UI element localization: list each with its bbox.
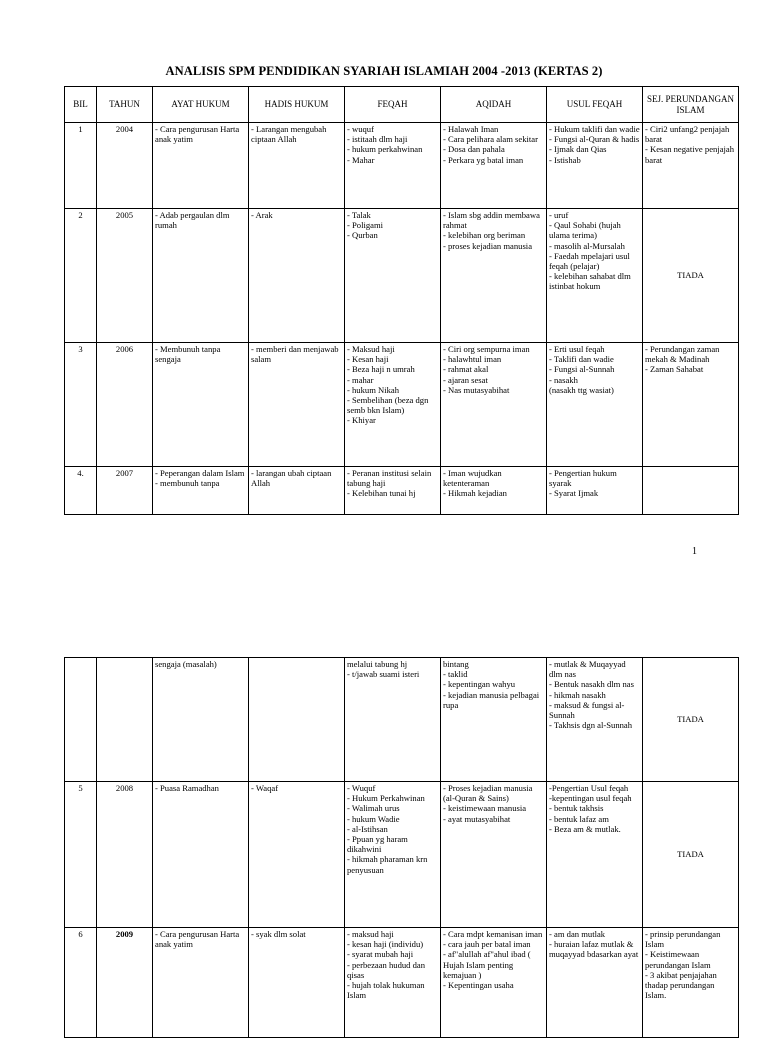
cell-ayat-hukum: - Puasa Ramadhan (153, 782, 249, 928)
cell-feqah: - Wuquf - Hukum Perkahwinan - Walimah urus - hukum Wadie - al-Istihsan - Ppuan yg haram dikahwini - hikmah pharaman krn penyusuan (345, 782, 441, 928)
header-bil: BIL (65, 87, 97, 123)
page-title: ANALISIS SPM PENDIDIKAN SYARIAH ISLAMIAH 2004 -2013 (KERTAS 2) (165, 64, 603, 78)
cell-usul-feqah: - uruf - Qaul Sohabi (hujah ulama terima) - masolih al-Mursalah - Faedah mpelajari usul feqah (pelajar) - kelebihan sahabat dlm istinbat hokum (547, 209, 643, 343)
cell-aqidah: - Proses kejadian manusia (al-Quran & Sains) - keistimewaan manusia - ayat mutasyabihat (441, 782, 547, 928)
cell-usul-feqah: - Hukum taklifi dan wadie - Fungsi al-Quran & hadis - Ijmak dan Qias - Istishab (547, 123, 643, 209)
cell-usul-feqah: - Erti usul feqah - Taklifi dan wadie - Fungsi al-Sunnah - nasakh (nasakh ttg wasiat) (547, 343, 643, 467)
cell-tahun (97, 658, 153, 782)
cell-tahun: 2007 (97, 467, 153, 515)
cell-ayat-hukum: - Cara pengurusan Harta anak yatim (153, 123, 249, 209)
cell-aqidah: - Halawah Iman - Cara pelihara alam sekitar - Dosa dan pahala - Perkara yg batal iman (441, 123, 547, 209)
cell-sejarah-perundangan: - Ciri2 unfang2 penjajah barat - Kesan negative penjajah barat (643, 123, 739, 209)
cell-hadis-hukum: - Arak (249, 209, 345, 343)
cell-bil: 3 (65, 343, 97, 467)
table-row (65, 467, 739, 515)
cell-usul-feqah: -Pengertian Usul feqah -kepentingan usul feqah - bentuk takhsis - bentuk lafaz am - Beza am & mutlak. (547, 782, 643, 928)
cell-tahun: 2009 (97, 928, 153, 1038)
cell-hadis-hukum: - syak dlm solat (249, 928, 345, 1038)
header-ayat-hukum: AYAT HUKUM (153, 87, 249, 123)
analysis-table-part1 (64, 86, 739, 515)
cell-feqah: melalui tabung hj - t/jawab suami isteri (345, 658, 441, 782)
cell-tahun: 2005 (97, 209, 153, 343)
cell-ayat-hukum: - Membunuh tanpa sengaja (153, 343, 249, 467)
cell-tahun: 2006 (97, 343, 153, 467)
cell-feqah: - maksud haji - kesan haji (individu) - syarat mubah haji - perbezaan hudud dan qisas - hujah tolak hukuman Islam (345, 928, 441, 1038)
cell-bil: 4. (65, 467, 97, 515)
header-usul-feqah: USUL FEQAH (547, 87, 643, 123)
table-row (65, 782, 739, 928)
cell-sejarah-perundangan: TIADA (643, 658, 739, 782)
cell-bil: 5 (65, 782, 97, 928)
table-row (65, 209, 739, 343)
cell-sejarah-perundangan: - prinsip perundangan Islam - Keistimewaan perundangan Islam - 3 akibat penjajahan thadap perundangan Islam. (643, 928, 739, 1038)
header-feqah: FEQAH (345, 87, 441, 123)
cell-hadis-hukum: - memberi dan menjawab salam (249, 343, 345, 467)
cell-aqidah: bintang - taklid - kepentingan wahyu - kejadian manusia pelbagai rupa (441, 658, 547, 782)
cell-bil: 2 (65, 209, 97, 343)
cell-bil: 1 (65, 123, 97, 209)
cell-sejarah-perundangan: TIADA (643, 209, 739, 343)
cell-feqah: - Talak - Poligami - Qurban (345, 209, 441, 343)
table-row (65, 123, 739, 209)
cell-usul-feqah: - mutlak & Muqayyad dlm nas - Bentuk nasakh dlm nas - hikmah nasakh - maksud & fungsi al-Sunnah - Takhsis dgn al-Sunnah (547, 658, 643, 782)
cell-bil: 6 (65, 928, 97, 1038)
cell-aqidah: - Cara mdpt kemanisan iman - cara jauh per batal iman - af"alullah af"ahul ibad ( Hujah Islam penting kemajuan ) - Kepentingan usaha (441, 928, 547, 1038)
analysis-table-part2 (64, 657, 739, 1038)
cell-hadis-hukum (249, 658, 345, 782)
table-row (65, 658, 739, 782)
cell-hadis-hukum: - larangan ubah ciptaan Allah (249, 467, 345, 515)
cell-ayat-hukum: - Adab pergaulan dlm rumah (153, 209, 249, 343)
cell-feqah: - Maksud haji - Kesan haji - Beza haji n umrah - mahar - hukum Nikah - Sembelihan (beza dgn semb bkn Islam) - Khiyar (345, 343, 441, 467)
cell-feqah: - Peranan institusi selain tabung haji - Kelebihan tunai hj (345, 467, 441, 515)
cell-sejarah-perundangan: - Perundangan zaman mekah & Madinah - Zaman Sahabat (643, 343, 739, 467)
table-row (65, 928, 739, 1038)
table-row (65, 343, 739, 467)
cell-ayat-hukum: - Cara pengurusan Harta anak yatim (153, 928, 249, 1038)
cell-tahun: 2008 (97, 782, 153, 928)
cell-feqah: - wuquf - istitaah dlm haji - hukum perkahwinan - Mahar (345, 123, 441, 209)
cell-usul-feqah: - am dan mutlak - huraian lafaz mutlak & muqayyad bdasarkan ayat (547, 928, 643, 1038)
header-tahun: TAHUN (97, 87, 153, 123)
cell-aqidah: - Iman wujudkan ketenteraman - Hikmah kejadian (441, 467, 547, 515)
cell-aqidah: - Islam sbg addin membawa rahmat - kelebihan org beriman - proses kejadian manusia (441, 209, 547, 343)
header-aqidah: AQIDAH (441, 87, 547, 123)
header-sejarah-perundangan: SEJ. PERUNDANGAN ISLAM (643, 87, 739, 123)
cell-hadis-hukum: - Waqaf (249, 782, 345, 928)
cell-bil (65, 658, 97, 782)
cell-sejarah-perundangan: TIADA (643, 782, 739, 928)
cell-ayat-hukum: sengaja (masalah) (153, 658, 249, 782)
cell-sejarah-perundangan (643, 467, 739, 515)
cell-tahun: 2004 (97, 123, 153, 209)
cell-hadis-hukum: - Larangan mengubah ciptaan Allah (249, 123, 345, 209)
cell-ayat-hukum: - Peperangan dalam Islam - membunuh tanpa (153, 467, 249, 515)
cell-usul-feqah: - Pengertian hukum syarak - Syarat Ijmak (547, 467, 643, 515)
table-header-row (65, 87, 739, 123)
cell-aqidah: - Ciri org sempurna iman - halawhtul iman - rahmat akal - ajaran sesat - Nas mutasyabihat (441, 343, 547, 467)
header-hadis-hukum: HADIS HUKUM (249, 87, 345, 123)
page-number: 1 (692, 546, 697, 557)
